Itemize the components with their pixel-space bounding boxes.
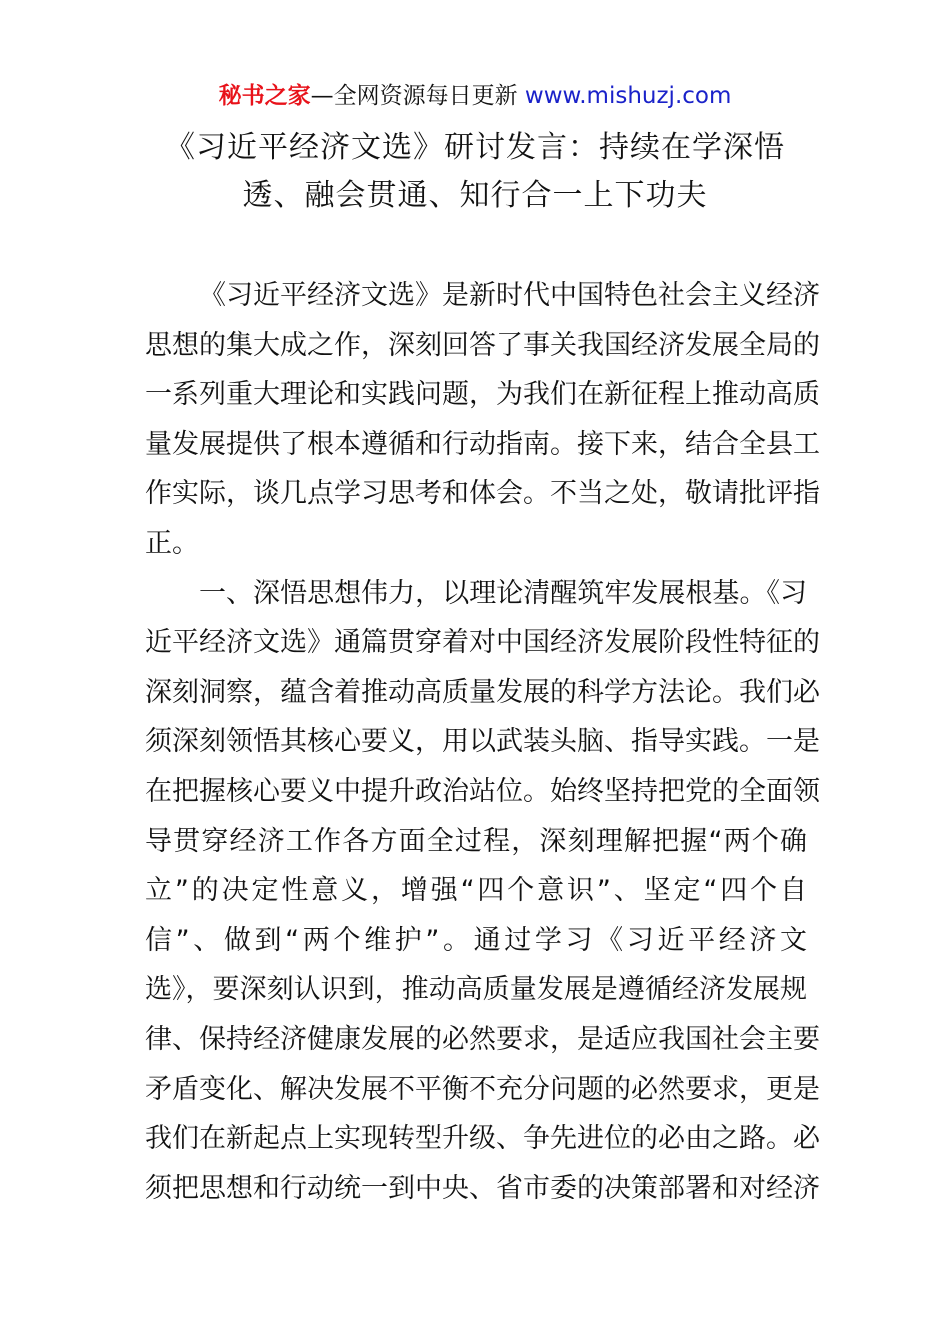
body-line: 《习近平经济文选》是新时代中国特色社会主义经济 (199, 280, 820, 311)
body-line: 近平经济文选》通篇贯穿着对中国经济发展阶段性特征的 (145, 627, 820, 659)
body-line: 正。 (145, 527, 199, 559)
brand-name: 秘书之家 (218, 83, 311, 109)
body-line: 立”的决定性意义，增强“四个意识”、坚定“四个自 (145, 875, 807, 907)
header-tagline: —全网资源每日更新 (310, 83, 525, 109)
body-line: 律、保持经济健康发展的必然要求，是适应我国社会主要 (145, 1023, 820, 1055)
body-line: 在把握核心要义中提升政治站位。始终坚持把党的全面领 (145, 775, 820, 807)
body-line: 导贯穿经济工作各方面全过程，深刻理解把握“两个确 (145, 825, 807, 857)
document-body (145, 271, 820, 1213)
body-line: 作实际，谈几点学习思考和体会。不当之处，敬请批评指 (145, 478, 820, 510)
body-line: 一系列重大理论和实践问题，为我们在新征程上推动高质 (145, 379, 820, 411)
site-header (0, 80, 950, 112)
body-line: 深刻洞察，蕴含着推动高质量发展的科学方法论。我们必 (145, 676, 820, 708)
body-line: 须把思想和行动统一到中央、省市委的决策部署和对经济 (145, 1172, 820, 1204)
body-line: 信”、做到“两个维护”。通过学习《习近平经济文 (145, 924, 807, 956)
body-line: 须深刻领悟其核心要义，用以武装头脑、指导实践。一是 (145, 726, 820, 758)
body-line: 我们在新起点上实现转型升级、争先进位的必由之路。必 (145, 1123, 820, 1155)
title-line: 《习近平经济文选》研讨发言：持续在学深悟 (165, 130, 785, 165)
body-line: 思想的集大成之作，深刻回答了事关我国经济发展全局的 (145, 329, 820, 361)
body-line: 选》，要深刻认识到，推动高质量发展是遵循经济发展规 (145, 974, 807, 1006)
body-line: 矛盾变化、解决发展不平衡不充分问题的必然要求，更是 (145, 1073, 820, 1105)
body-line: 量发展提供了根本遵循和行动指南。接下来，结合全县工 (145, 428, 820, 460)
body-line: 一、深悟思想伟力，以理论清醒筑牢发展根基。《习 (199, 577, 807, 609)
title-line: 透、融会贯通、知行合一上下功夫 (242, 178, 708, 213)
site-url[interactable]: www.mishuzj.com (524, 83, 732, 109)
document-title (100, 124, 850, 220)
